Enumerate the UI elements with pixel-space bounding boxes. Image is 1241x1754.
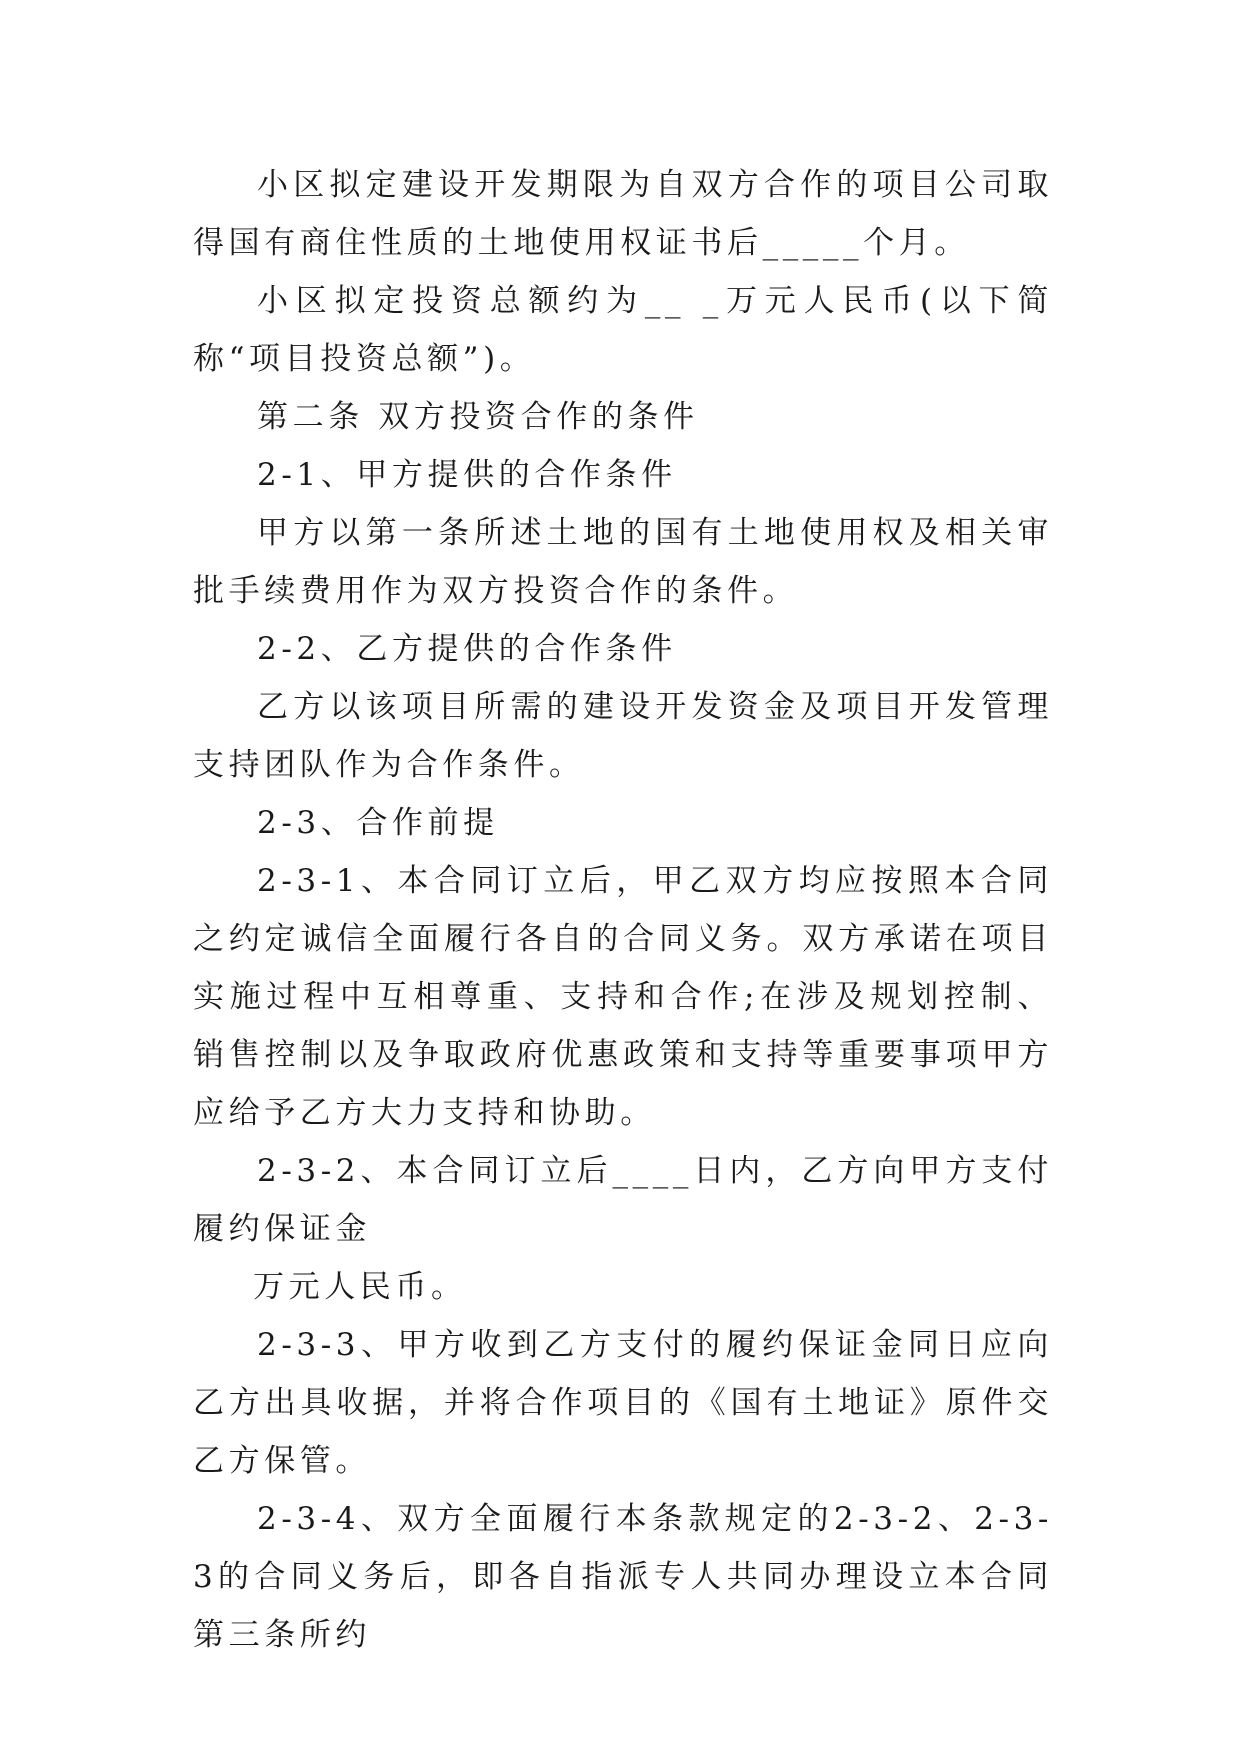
paragraph-2-3-1: 2-3-1、本合同订立后，甲乙双方均应按照本合同之约定诚信全面履行各自的合同义务。双方承诺在项目实施过程中互相尊重、支持和合作;在涉及规划控制、销售控制以及争取政府优惠政策和支持等重要事项甲方应给予乙方大力支持和协助。 — [193, 863, 1053, 1131]
document-body — [193, 156, 1053, 1664]
section-2-1-heading: 2-1、甲方提供的合作条件 — [257, 457, 677, 493]
paragraph-development-period: 小区拟定建设开发期限为自双方合作的项目公司取得国有商住性质的土地使用权证书后_____个月。 — [193, 167, 1053, 261]
paragraph-2-3-4: 2-3-4、双方全面履行本条款规定的2-3-2、2-3-3的合同义务后，即各自指派专人共同办理设立本合同第三条所约 — [193, 1501, 1053, 1653]
paragraph-party-a-conditions: 甲方以第一条所述土地的国有土地使用权及相关审批手续费用作为双方投资合作的条件。 — [193, 515, 1053, 609]
paragraph-deposit-amount: 万元人民币。 — [253, 1269, 467, 1305]
section-2-2-heading: 2-2、乙方提供的合作条件 — [257, 631, 677, 667]
section-2-3-heading: 2-3、合作前提 — [257, 805, 499, 841]
paragraph-2-3-2: 2-3-2、本合同订立后____日内，乙方向甲方支付履约保证金 — [193, 1153, 1053, 1247]
article-two-heading: 第二条 双方投资合作的条件 — [257, 399, 699, 435]
paragraph-2-3-3: 2-3-3、甲方收到乙方支付的履约保证金同日应向乙方出具收据，并将合作项目的《国有土地证》原件交乙方保管。 — [193, 1327, 1053, 1479]
paragraph-investment-total: 小区拟定投资总额约为__ _万元人民币(以下简称“项目投资总额”)。 — [193, 283, 1053, 377]
paragraph-party-b-conditions: 乙方以该项目所需的建设开发资金及项目开发管理支持团队作为合作条件。 — [193, 689, 1053, 783]
